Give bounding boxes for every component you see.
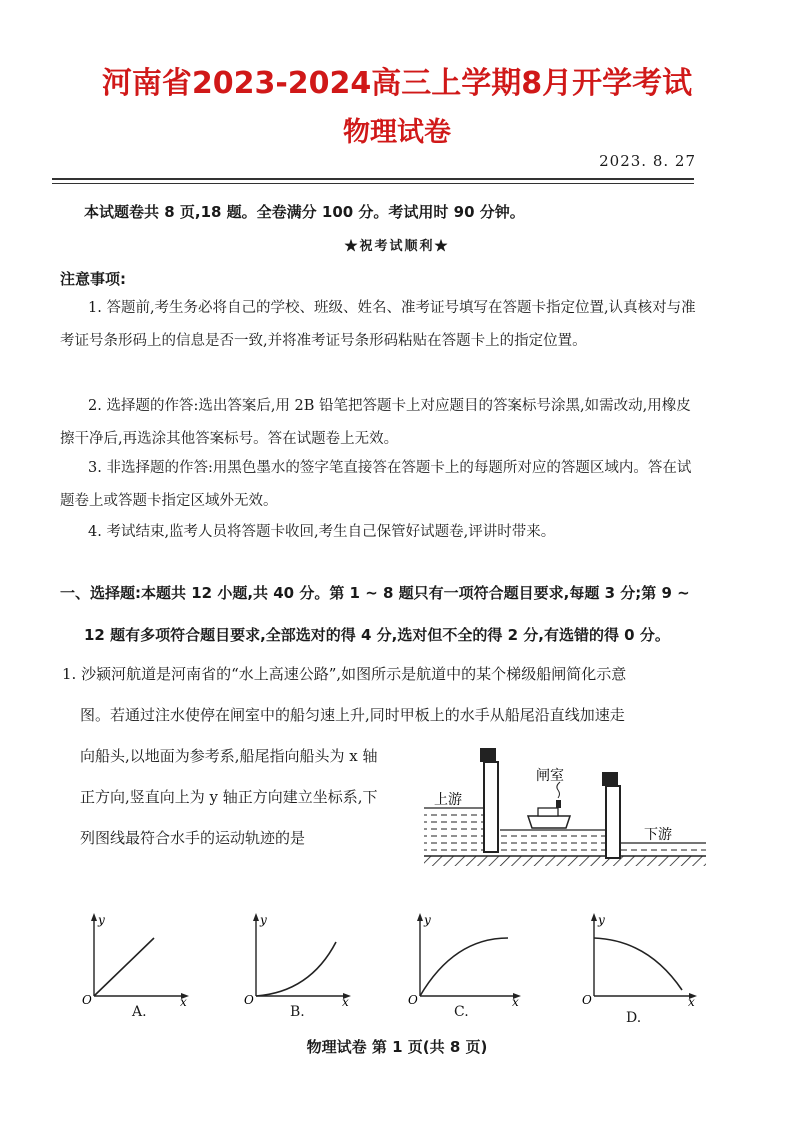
option-a-label[interactable]: A. — [132, 1004, 147, 1020]
exam-date: 2023. 8. 27 — [599, 152, 696, 170]
downstream-water — [620, 843, 706, 856]
exam-title: 河南省2023-2024高三上学期8月开学考试 — [101, 66, 693, 101]
origin-label: O — [244, 993, 254, 1006]
good-luck-line: ★祝考试顺利★ — [344, 239, 450, 254]
lower-gate — [606, 786, 620, 858]
x-axis-label: x — [180, 995, 187, 1006]
downstream-label: 下游 — [644, 827, 672, 843]
gate-top-lower — [602, 772, 618, 786]
q1-line1: 1. 沙颍河航道是河南省的“水上高速公路”,如图所示是航道中的某个梯级船闸简化示意 — [62, 665, 627, 683]
trajectory-d — [594, 938, 682, 990]
upstream-label: 上游 — [434, 792, 462, 808]
chamber-water — [500, 830, 606, 856]
page-footer: 物理试卷 第 1 页(共 8 页) — [306, 1038, 488, 1056]
note-item-4: 4. 考试结束,监考人员将答题卡收回,考生自己保管好试题卷,评讲时带来。 — [88, 524, 556, 540]
exam-subtitle: 物理试卷 — [343, 117, 451, 148]
y-axis-label: y — [260, 913, 267, 927]
graph-option-a — [78, 908, 198, 1006]
trajectory-c — [420, 938, 508, 996]
section1-line1: 一、选择题:本题共 12 小题,共 40 分。第 1 ~ 8 题只有一项符合题目要求,每题 3 分;第 9 ~ — [60, 584, 690, 602]
note-item-1: 1. 答题前,考生务必将自己的学校、班级、姓名、准考证号填写在答题卡指定位置,认真核对与准考证号条形码上的信息是否一致,并将准考证号条形码粘贴在答题卡上的指定位置。 — [60, 300, 696, 349]
ship-lock-diagram — [420, 742, 710, 877]
x-axis-label: x — [688, 995, 695, 1006]
x-axis-label: x — [512, 995, 519, 1006]
upstream-water — [424, 808, 486, 856]
header-rule-thin — [52, 183, 694, 184]
y-axis-label: y — [424, 913, 431, 927]
q1-line3: 向船头,以地面为参考系,船尾指向船头为 x 轴 — [80, 747, 378, 765]
graph-option-c — [404, 908, 530, 1006]
q1-line4: 正方向,竖直向上为 y 轴正方向建立坐标系,下 — [80, 788, 378, 806]
exam-info: 本试题卷共 8 页,18 题。全卷满分 100 分。考试用时 90 分钟。 — [84, 203, 525, 221]
graph-option-b — [240, 908, 360, 1006]
gate-top-upper — [480, 748, 496, 762]
origin-label: O — [408, 993, 418, 1006]
chamber-label: 闸室 — [536, 768, 564, 784]
y-axis-label: y — [598, 913, 605, 927]
trajectory-a — [94, 938, 154, 996]
q1-line2: 图。若通过注水使停在闸室中的船匀速上升,同时甲板上的水手从船尾沿直线加速走 — [80, 706, 625, 724]
origin-label: O — [582, 993, 592, 1006]
upper-gate — [484, 762, 498, 852]
note-item-2: 2. 选择题的作答:选出答案后,用 2B 铅笔把答题卡上对应题目的答案标号涂黑,如需改动,用橡皮擦干净后,再选涂其他答案标号。答在试题卷上无效。 — [60, 398, 691, 447]
y-axis-label: y — [98, 913, 105, 927]
graph-option-d — [578, 908, 706, 1006]
x-axis-label: x — [342, 995, 349, 1006]
riverbed — [424, 856, 706, 866]
q1-line5: 列图线最符合水手的运动轨迹的是 — [80, 829, 306, 847]
header-rule-thick — [52, 178, 694, 180]
section1-line2: 12 题有多项符合题目要求,全部选对的得 4 分,选对但不全的得 2 分,有选错的得 0 分。 — [84, 626, 670, 644]
option-c-label[interactable]: C. — [454, 1004, 469, 1020]
note-item-3: 3. 非选择题的作答:用黑色墨水的签字笔直接答在答题卡上的每题所对应的答题区域内。答在试题卷上或答题卡指定区域外无效。 — [60, 460, 692, 509]
origin-label: O — [82, 993, 92, 1006]
ship-icon — [528, 782, 570, 828]
option-d-label[interactable]: D. — [626, 1010, 642, 1026]
option-b-label[interactable]: B. — [290, 1004, 305, 1020]
notes-title: 注意事项: — [60, 270, 126, 288]
trajectory-b — [256, 942, 336, 996]
